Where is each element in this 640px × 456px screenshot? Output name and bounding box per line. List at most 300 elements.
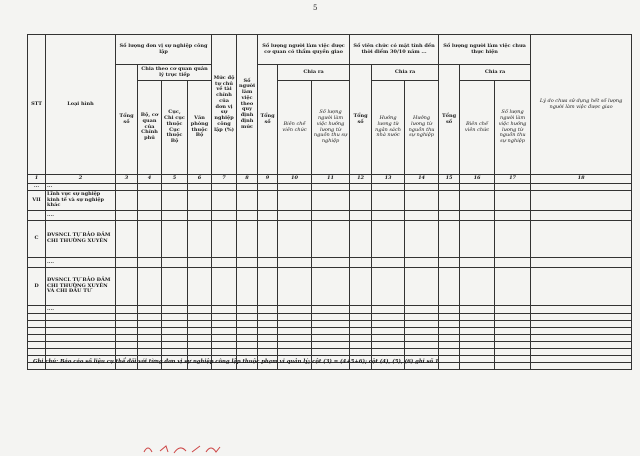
table-cell (312, 221, 350, 258)
table-cell (28, 328, 46, 335)
header-stt: STT (28, 35, 46, 175)
table-cell (138, 211, 162, 221)
table-cell (237, 268, 258, 306)
table-cell (460, 321, 495, 328)
table-cell (116, 306, 138, 314)
table-cell (405, 258, 439, 268)
column-number: 13 (372, 175, 405, 184)
table-cell (531, 335, 632, 342)
table-cell (495, 258, 531, 268)
table-cell (439, 306, 460, 314)
table-cell (162, 221, 188, 258)
table-cell (460, 342, 495, 349)
table-cell (460, 268, 495, 306)
table-cell (138, 191, 162, 211)
table-cell (372, 221, 405, 258)
column-number: 7 (212, 175, 237, 184)
table-cell (258, 211, 278, 221)
table-cell (372, 321, 405, 328)
blank-row (28, 328, 632, 335)
table-cell (460, 363, 495, 370)
table-cell (46, 321, 116, 328)
row-loai-hinh: .... (46, 258, 116, 268)
table-cell (350, 328, 372, 335)
table-cell (405, 328, 439, 335)
table-cell (116, 268, 138, 306)
table-cell (405, 306, 439, 314)
row-stt (28, 211, 46, 221)
table-cell (188, 306, 212, 314)
table-cell (531, 328, 632, 335)
blank-row (28, 342, 632, 349)
table-cell (312, 314, 350, 321)
table-cell (312, 258, 350, 268)
header-so-vien-chuc: Số viên chức có mặt tính đến thời điểm 30/10 năm ... (350, 35, 439, 65)
table-cell (278, 342, 312, 349)
table-cell (138, 321, 162, 328)
table-cell (439, 356, 460, 363)
table-cell (116, 328, 138, 335)
table-cell (531, 268, 632, 306)
table-cell (495, 268, 531, 306)
header-luong-nguon-thu-2: Số lượng người làm việc hưởng lương từ nguồn thu sự nghiệp (495, 81, 531, 175)
table-cell (258, 321, 278, 328)
table-cell (531, 356, 632, 363)
column-number: 8 (237, 175, 258, 184)
table-cell (439, 363, 460, 370)
table-cell (460, 356, 495, 363)
table-cell (278, 314, 312, 321)
table-cell (439, 321, 460, 328)
table-row (28, 268, 632, 306)
column-number: 1 (28, 175, 46, 184)
header-ly-do: Lý do chưa sử dụng hết số lượng người làm việc được giao (531, 35, 632, 175)
table-cell (278, 349, 312, 356)
row-loai-hinh: .... (46, 211, 116, 221)
table-cell (162, 349, 188, 356)
table-cell (495, 363, 531, 370)
table-cell (138, 221, 162, 258)
table-cell (439, 349, 460, 356)
table-cell (237, 321, 258, 328)
table-cell (188, 191, 212, 211)
table-cell (46, 342, 116, 349)
table-cell (495, 221, 531, 258)
table-cell (372, 335, 405, 342)
column-number: 3 (116, 175, 138, 184)
table-cell (312, 349, 350, 356)
table-cell (116, 335, 138, 342)
table-cell (372, 342, 405, 349)
table-cell (439, 191, 460, 211)
table-cell (28, 349, 46, 356)
table-row (28, 191, 632, 211)
table-cell (460, 328, 495, 335)
table-cell (439, 184, 460, 191)
table-cell (212, 211, 237, 221)
table-cell (495, 184, 531, 191)
blank-row (28, 321, 632, 328)
table-cell (460, 258, 495, 268)
table-cell (350, 335, 372, 342)
table-cell (531, 306, 632, 314)
column-number: 2 (46, 175, 116, 184)
table-cell (188, 314, 212, 321)
blank-row (28, 335, 632, 342)
table-cell (405, 184, 439, 191)
table-cell (372, 211, 405, 221)
row-stt: D (28, 268, 46, 306)
table-cell (350, 349, 372, 356)
header-so-luong-duoc-giao: Số lượng người làm việc được cơ quan có thẩm quyền giao (258, 35, 350, 65)
table-cell (188, 211, 212, 221)
header-huong-ngan-sach: Hưởng lương từ ngân sách nhà nước (372, 81, 405, 175)
table-cell (116, 191, 138, 211)
row-loai-hinh: .... (46, 306, 116, 314)
table-cell (258, 328, 278, 335)
column-number: 10 (278, 175, 312, 184)
table-cell (439, 314, 460, 321)
table-cell (372, 268, 405, 306)
header-tong-so-2: Tổng số (258, 65, 278, 175)
table-cell (278, 258, 312, 268)
header-chia-ra-2: Chia ra (372, 65, 439, 81)
blank-row (28, 314, 632, 321)
table-cell (531, 321, 632, 328)
table-cell (312, 184, 350, 191)
header-huong-nguon-thu: Hưởng lương từ nguồn thu sự nghiệp (405, 81, 439, 175)
table-cell (237, 328, 258, 335)
table-cell (439, 328, 460, 335)
table-cell (46, 335, 116, 342)
table-cell (162, 258, 188, 268)
table-cell (439, 268, 460, 306)
table-cell (28, 314, 46, 321)
table-row (28, 258, 632, 268)
row-loai-hinh: Lĩnh vực sự nghiệp kinh tế và sự nghiệp khác (46, 191, 116, 211)
table-cell (188, 335, 212, 342)
table-cell (531, 349, 632, 356)
table-cell (460, 335, 495, 342)
table-cell (312, 191, 350, 211)
table-cell (212, 268, 237, 306)
table-cell (116, 258, 138, 268)
header-chia-ra-3: Chia ra (460, 65, 531, 81)
header-bien-che-1: Biên chế viên chức (278, 81, 312, 175)
table-cell (278, 335, 312, 342)
header-so-luong-don-vi: Số lượng đơn vị sự nghiệp công lập (116, 35, 212, 65)
table-cell (138, 306, 162, 314)
table-cell (495, 335, 531, 342)
table-cell (162, 335, 188, 342)
table-cell (531, 342, 632, 349)
header-loai-hinh: Loại hình (46, 35, 116, 175)
table-cell (531, 363, 632, 370)
table-cell (162, 184, 188, 191)
table-cell (312, 268, 350, 306)
table-cell (258, 342, 278, 349)
footnote: Ghi chú: Báo cáo số liệu cụ thể đối với từng đơn vị sự nghiệp công lập thuộc phạm vi quản lý; cột (3) = (4+5+6); cột (4), (5), (6) ghi số 1. (33, 359, 441, 365)
header-van-phong: Văn phòng thuộc Bộ (188, 81, 212, 175)
table-cell (258, 191, 278, 211)
table-cell (237, 314, 258, 321)
table-cell (258, 221, 278, 258)
table-cell (372, 306, 405, 314)
table-cell (237, 191, 258, 211)
table-cell (460, 306, 495, 314)
table-cell (162, 342, 188, 349)
row-stt: VII (28, 191, 46, 211)
table-cell (237, 335, 258, 342)
header-bien-che-2: Biên chế viên chức (460, 81, 495, 175)
table-cell (188, 258, 212, 268)
table-cell (116, 342, 138, 349)
table-cell (278, 191, 312, 211)
table-cell (312, 342, 350, 349)
table-cell (28, 335, 46, 342)
table-cell (116, 321, 138, 328)
column-number: 5 (162, 175, 188, 184)
table-cell (162, 321, 188, 328)
table-cell (531, 211, 632, 221)
table-cell (439, 221, 460, 258)
report-table (27, 34, 632, 370)
table-cell (372, 349, 405, 356)
row-stt: C (28, 221, 46, 258)
column-number: 14 (405, 175, 439, 184)
table-cell (162, 306, 188, 314)
table-cell (46, 328, 116, 335)
table-cell (237, 211, 258, 221)
table-cell (312, 335, 350, 342)
table-cell (138, 349, 162, 356)
table-cell (460, 211, 495, 221)
table-cell (350, 191, 372, 211)
table-cell (460, 184, 495, 191)
table-cell (350, 184, 372, 191)
table-cell (278, 268, 312, 306)
table-cell (258, 349, 278, 356)
table-cell (460, 314, 495, 321)
header-tong-so-4: Tổng số (439, 65, 460, 175)
row-loai-hinh: ĐVSNCL TỰ BẢO ĐẢM CHI THƯỜNG XUYÊN (46, 221, 116, 258)
table-cell (116, 349, 138, 356)
table-cell (237, 184, 258, 191)
table-cell (237, 221, 258, 258)
table-cell (212, 342, 237, 349)
table-cell (495, 356, 531, 363)
table-cell (312, 321, 350, 328)
table-cell (372, 328, 405, 335)
table-cell (350, 342, 372, 349)
column-number: 11 (312, 175, 350, 184)
table-cell (495, 349, 531, 356)
table-cell (138, 342, 162, 349)
table-cell (212, 221, 237, 258)
table-cell (405, 191, 439, 211)
header-luong-nguon-thu-1: Số lượng người làm việc hưởng lương từ nguồn thu sự nghiệp (312, 81, 350, 175)
table-row (28, 306, 632, 314)
table-cell (188, 328, 212, 335)
table-cell (116, 314, 138, 321)
table-cell (531, 184, 632, 191)
table-cell (350, 314, 372, 321)
table-row (28, 221, 632, 258)
table-row (28, 211, 632, 221)
table-cell (162, 268, 188, 306)
table-cell (460, 349, 495, 356)
header-cuc-chi-cuc: Cục, Chi cục thuộc Cục thuộc Bộ (162, 81, 188, 175)
table-cell (258, 314, 278, 321)
blank-row (28, 349, 632, 356)
table-cell (237, 349, 258, 356)
table-body (28, 184, 632, 370)
header-tong-so-3: Tổng số (350, 65, 372, 175)
table-cell (212, 184, 237, 191)
table-cell (439, 211, 460, 221)
table-cell (405, 314, 439, 321)
table-cell (162, 211, 188, 221)
table-cell (312, 328, 350, 335)
table-cell (278, 221, 312, 258)
table-cell (439, 258, 460, 268)
table-cell (138, 258, 162, 268)
table-cell (212, 191, 237, 211)
column-number: 9 (258, 175, 278, 184)
table-cell (350, 306, 372, 314)
header-muc-do-tu-chu: Mức độ tự chủ về tài chính của đơn vị sự nghiệp công lập (%) (212, 35, 237, 175)
table-cell (188, 221, 212, 258)
table-cell (188, 342, 212, 349)
table-cell (138, 314, 162, 321)
table-cell (278, 328, 312, 335)
table-cell (495, 321, 531, 328)
table-cell (188, 349, 212, 356)
table-cell (162, 328, 188, 335)
table-cell (405, 342, 439, 349)
column-number-row (28, 175, 632, 184)
table-cell (278, 321, 312, 328)
table-cell (162, 191, 188, 211)
table-cell (258, 258, 278, 268)
table-cell (188, 184, 212, 191)
table-cell (278, 184, 312, 191)
table-cell (495, 306, 531, 314)
table-cell (138, 184, 162, 191)
table-cell (162, 314, 188, 321)
page-number: 5 (313, 4, 318, 12)
table-cell (28, 342, 46, 349)
table-cell (237, 306, 258, 314)
table-cell (405, 211, 439, 221)
table-cell (405, 321, 439, 328)
table-cell (212, 314, 237, 321)
table-cell (405, 268, 439, 306)
table-cell (495, 328, 531, 335)
header-bo-co-quan: Bộ, cơ quan của Chính phủ (138, 81, 162, 175)
table-cell (28, 321, 46, 328)
header-so-nguoi-lam-viec: Số người làm việc theo quy định định mức (237, 35, 258, 175)
table-cell (350, 211, 372, 221)
table-cell (495, 191, 531, 211)
table-cell (531, 191, 632, 211)
table-cell (405, 221, 439, 258)
column-number: 15 (439, 175, 460, 184)
table-cell (237, 258, 258, 268)
table-cell (212, 335, 237, 342)
table-cell (405, 335, 439, 342)
table-cell (212, 328, 237, 335)
table-cell (188, 268, 212, 306)
header-chia-theo-co-quan: Chia theo cơ quan quản lý trực tiếp (138, 65, 212, 81)
table-cell (460, 191, 495, 211)
table-cell (350, 321, 372, 328)
row-stt (28, 306, 46, 314)
table-cell (495, 314, 531, 321)
column-number: 16 (460, 175, 495, 184)
column-number: 12 (350, 175, 372, 184)
table-cell (212, 349, 237, 356)
table-row (28, 184, 632, 191)
table-cell (258, 268, 278, 306)
table-cell (46, 314, 116, 321)
table-cell (116, 184, 138, 191)
table-cell (278, 306, 312, 314)
table-cell (278, 211, 312, 221)
table-cell (531, 258, 632, 268)
table-cell (405, 349, 439, 356)
table-cell (212, 321, 237, 328)
table-cell (495, 211, 531, 221)
column-number: 18 (531, 175, 632, 184)
table-cell (495, 342, 531, 349)
table-cell (212, 306, 237, 314)
row-loai-hinh: ... (46, 184, 116, 191)
column-number: 17 (495, 175, 531, 184)
table-cell (372, 184, 405, 191)
row-stt: ... (28, 184, 46, 191)
table-cell (350, 258, 372, 268)
table-cell (258, 335, 278, 342)
table-cell (531, 314, 632, 321)
table-cell (312, 306, 350, 314)
table-cell (258, 184, 278, 191)
header-tong-so-1: Tổng số (116, 65, 138, 175)
table-cell (372, 258, 405, 268)
row-loai-hinh: ĐVSNCL TỰ BẢO ĐẢM CHI THƯỜNG XUYÊN VÀ CHI ĐẦU TƯ (46, 268, 116, 306)
table-cell (116, 211, 138, 221)
table-cell (372, 191, 405, 211)
handwriting-mark (140, 442, 280, 456)
table-cell (350, 268, 372, 306)
table-cell (439, 342, 460, 349)
header-chua-thuc-hien: Số lượng người làm việc chưa thực hiện (439, 35, 531, 65)
table-cell (372, 314, 405, 321)
table-cell (138, 268, 162, 306)
table-cell (258, 306, 278, 314)
table-cell (138, 328, 162, 335)
table-cell (460, 221, 495, 258)
header-chia-ra-1: Chia ra (278, 65, 350, 81)
table-cell (188, 321, 212, 328)
table-cell (212, 258, 237, 268)
table-cell (531, 221, 632, 258)
column-number: 4 (138, 175, 162, 184)
table-cell (312, 211, 350, 221)
table-cell (116, 221, 138, 258)
table-cell (439, 335, 460, 342)
table-cell (237, 342, 258, 349)
